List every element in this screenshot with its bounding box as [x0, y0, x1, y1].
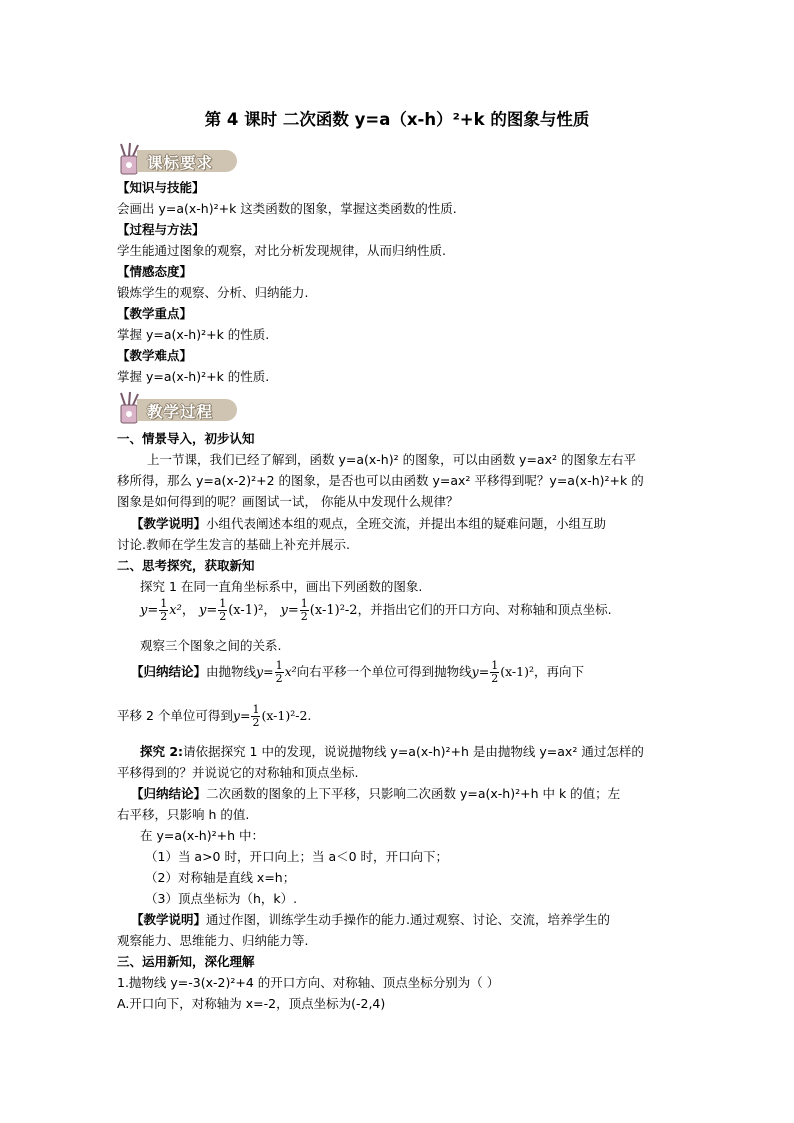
section1-paragraph-line: 图象是如何得到的呢？画图试一试， 你能从中发现什么规律？: [117, 494, 459, 509]
section1-paragraph-line: 上一节课，我们已经了解到，函数 y=a(x-h)² 的图象，可以由函数 y=ax² 的图象左右平: [147, 452, 636, 467]
property-item: （3）顶点坐标为（h，k）.: [145, 891, 298, 906]
section1-note-line: 讨论.教师在学生发言的基础上补充并展示.: [117, 537, 350, 552]
explore1-line: 探究 1 在同一直角坐标系中，画出下列函数的图象.: [140, 579, 423, 594]
key-point-heading: 【教学重点】: [117, 306, 193, 321]
note-label: 【教学说明】: [131, 516, 207, 531]
question-1-option-a: A.开口向下，对称轴为 x=-2，顶点坐标为(-2,4): [117, 996, 386, 1011]
conclusion-line: 【归纳结论】由抛物线y= $\frac{1}{2}$ x²向右平移一个单位可得到抛物线y= $\frac{1}{2}$ (x-1)²，再向下: [131, 659, 584, 685]
observe-line: 观察三个图象之间的关系.: [140, 638, 282, 653]
formula-line: y= $\frac{1}{2}$ x²， y= $\frac{1}{2}$ (x-1)²， y= $\frac{1}{2}$ (x-1)²-2，并指出它们的开口方向、对称轴和顶点坐标.: [140, 597, 612, 623]
difficulty-text: 掌握 y=a(x-h)²+k 的性质.: [117, 369, 270, 384]
attitude-text: 锻炼学生的观察、分析、归纳能力.: [117, 285, 309, 300]
banner-label: 课标要求: [147, 154, 214, 172]
section2-heading: 二、思考探究，获取新知: [117, 558, 255, 573]
section1-note-line: [131, 515, 606, 533]
conclusion-line: 平移 2 个单位可得到y= $\frac{1}{2}$ (x-1)²-2.: [117, 703, 312, 729]
conclusion2-line: 右平移，只影响 h 的值.: [117, 807, 250, 822]
explore2-line: 探究 2:请依据探究 1 中的发现，说说抛物线 y=a(x-h)²+h 是由抛物线 y=ax² 通过怎样的: [140, 744, 644, 759]
property-item: （1）当 a>0 时，开口向上；当 a＜0 时，开口向下；: [145, 849, 449, 864]
difficulty-heading: 【教学难点】: [117, 348, 193, 363]
knowledge-text: 会画出 y=a(x-h)²+k 这类函数的图象，掌握这类函数的性质.: [117, 201, 457, 216]
method-heading: 【过程与方法】: [117, 222, 205, 237]
section1-paragraph-line: 移所得，那么 y=a(x-2)²+2 的图象，是否也可以由函数 y=ax² 平移得到呢？y=a(x-h)²+k 的: [117, 473, 644, 488]
note-text: 小组代表阐述本组的观点，全班交流，并提出本组的疑难问题，小组互助: [206, 516, 607, 531]
attitude-heading: 【情感态度】: [117, 264, 193, 279]
explore2-line: 平移得到的？并说说它的对称轴和顶点坐标.: [117, 765, 359, 780]
question-1: 1.抛物线 y=-3(x-2)²+4 的开口方向、对称轴、顶点坐标分别为（ ）: [117, 975, 500, 990]
section2-note-line: 【教学说明】通过作图，训练学生动手操作的能力.通过观察、讨论、交流，培养学生的: [131, 912, 610, 927]
section2-note-line: 观察能力、思维能力、归纳能力等.: [117, 933, 309, 948]
method-text: 学生能通过图象的观察，对比分析发现规律，从而归纳性质.: [117, 243, 446, 258]
section1-heading: 一、情景导入，初步认知: [117, 431, 255, 446]
banner-label: 教学过程: [147, 403, 214, 421]
key-point-text: 掌握 y=a(x-h)²+k 的性质.: [117, 327, 270, 342]
section3-heading: 三、运用新知，深化理解: [117, 954, 255, 969]
requirements-banner: [117, 146, 241, 176]
knowledge-heading: 【知识与技能】: [117, 180, 205, 195]
conclusion2-line: 【归纳结论】二次函数的图象的上下平移，只影响二次函数 y=a(x-h)²+h 中 k 的值；左: [131, 786, 621, 801]
property-item: （2）对称轴是直线 x=h；: [145, 870, 296, 885]
page-title: 第 4 课时 二次函数 y=a（x-h）²+k 的图象与性质: [204, 110, 590, 129]
property-intro: 在 y=a(x-h)²+h 中：: [140, 828, 264, 843]
process-banner: [117, 395, 241, 425]
